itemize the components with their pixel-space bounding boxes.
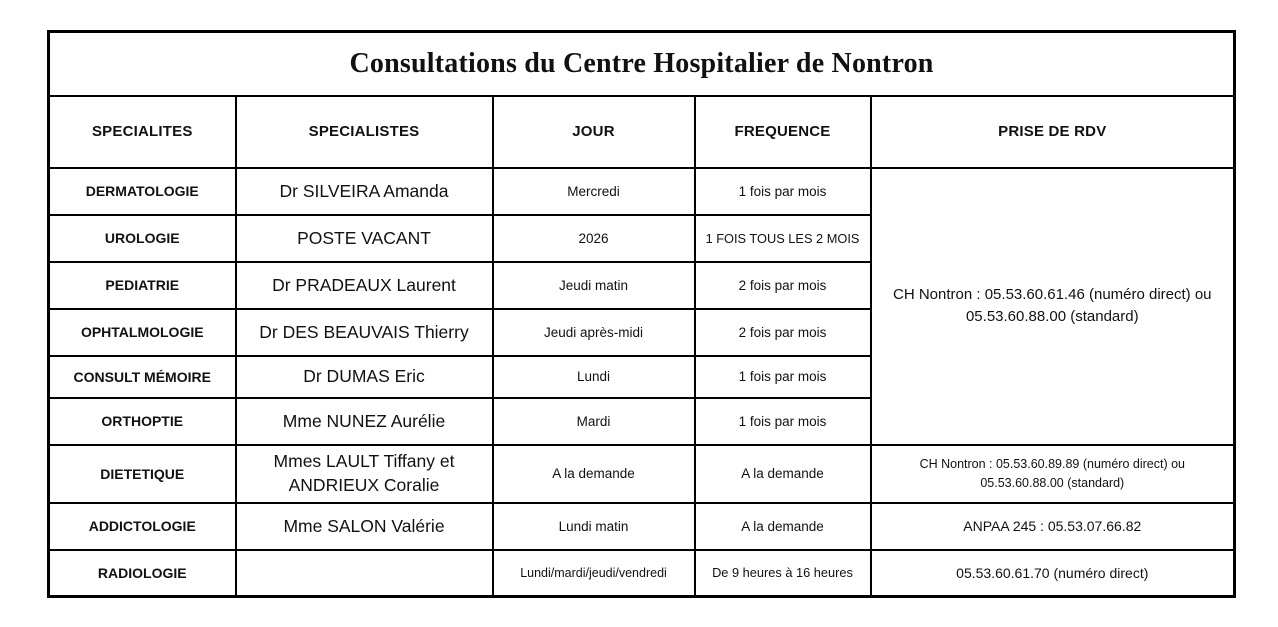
cell-specialite: UROLOGIE xyxy=(49,215,236,262)
cell-rdv: 05.53.60.61.70 (numéro direct) xyxy=(871,550,1235,597)
table-row-addictologie xyxy=(49,503,1235,550)
col-header-jour: JOUR xyxy=(493,96,695,168)
cell-jour: Jeudi après-midi xyxy=(493,309,695,356)
table-row-radiologie xyxy=(49,550,1235,597)
cell-specialiste: Dr DUMAS Eric xyxy=(236,356,493,398)
cell-specialite: DERMATOLOGIE xyxy=(49,168,236,215)
cell-frequence: 1 fois par mois xyxy=(695,356,871,398)
cell-jour: Mercredi xyxy=(493,168,695,215)
consultations-table xyxy=(47,30,1236,598)
cell-jour: Lundi xyxy=(493,356,695,398)
cell-specialite: PEDIATRIE xyxy=(49,262,236,309)
cell-specialiste: Dr PRADEAUX Laurent xyxy=(236,262,493,309)
table-header-row xyxy=(49,96,1235,168)
col-header-frequence: FREQUENCE xyxy=(695,96,871,168)
specialiste-text: Mmes LAULT Tiffany et ANDRIEUX Coralie xyxy=(273,450,455,495)
cell-frequence: De 9 heures à 16 heures xyxy=(695,550,871,597)
col-header-specialites: SPECIALITES xyxy=(49,96,236,168)
cell-rdv-shared xyxy=(871,168,1235,445)
page-title: Consultations du Centre Hospitalier de Nontron xyxy=(49,32,1235,96)
rdv-text: CH Nontron : 05.53.60.89.89 (numéro direct) ou 05.53.60.88.00 (standard) xyxy=(919,456,1185,490)
cell-jour: Mardi xyxy=(493,398,695,445)
cell-frequence: A la demande xyxy=(695,445,871,503)
cell-specialiste: POSTE VACANT xyxy=(236,215,493,262)
cell-specialiste: Dr SILVEIRA Amanda xyxy=(236,168,493,215)
cell-specialiste: Mme NUNEZ Aurélie xyxy=(236,398,493,445)
cell-jour: A la demande xyxy=(493,445,695,503)
cell-frequence: 1 fois par mois xyxy=(695,168,871,215)
cell-specialiste: Mme SALON Valérie xyxy=(236,503,493,550)
cell-specialite: ORTHOPTIE xyxy=(49,398,236,445)
shared-rdv-text: CH Nontron : 05.53.60.61.46 (numéro direct) ou 05.53.60.88.00 (standard) xyxy=(893,286,1212,325)
cell-jour: Lundi/mardi/jeudi/vendredi xyxy=(493,550,695,597)
cell-frequence: 1 FOIS TOUS LES 2 MOIS xyxy=(695,215,871,262)
cell-specialiste xyxy=(236,550,493,597)
cell-frequence: 1 fois par mois xyxy=(695,398,871,445)
table-title-row xyxy=(49,32,1235,96)
cell-frequence: 2 fois par mois xyxy=(695,262,871,309)
col-header-prise-de-rdv: PRISE DE RDV xyxy=(871,96,1235,168)
table-row-dietetique xyxy=(49,445,1235,503)
cell-jour: Lundi matin xyxy=(493,503,695,550)
cell-specialiste: Dr DES BEAUVAIS Thierry xyxy=(236,309,493,356)
cell-specialite: RADIOLOGIE xyxy=(49,550,236,597)
cell-jour: 2026 xyxy=(493,215,695,262)
col-header-specialistes: SPECIALISTES xyxy=(236,96,493,168)
cell-specialiste xyxy=(236,445,493,503)
cell-frequence: 2 fois par mois xyxy=(695,309,871,356)
cell-specialite: OPHTALMOLOGIE xyxy=(49,309,236,356)
cell-rdv xyxy=(871,445,1235,503)
cell-rdv: ANPAA 245 : 05.53.07.66.82 xyxy=(871,503,1235,550)
cell-specialite: CONSULT MÉMOIRE xyxy=(49,356,236,398)
cell-frequence: A la demande xyxy=(695,503,871,550)
cell-specialite: ADDICTOLOGIE xyxy=(49,503,236,550)
table-row-dermatologie xyxy=(49,168,1235,215)
cell-jour: Jeudi matin xyxy=(493,262,695,309)
cell-specialite: DIETETIQUE xyxy=(49,445,236,503)
